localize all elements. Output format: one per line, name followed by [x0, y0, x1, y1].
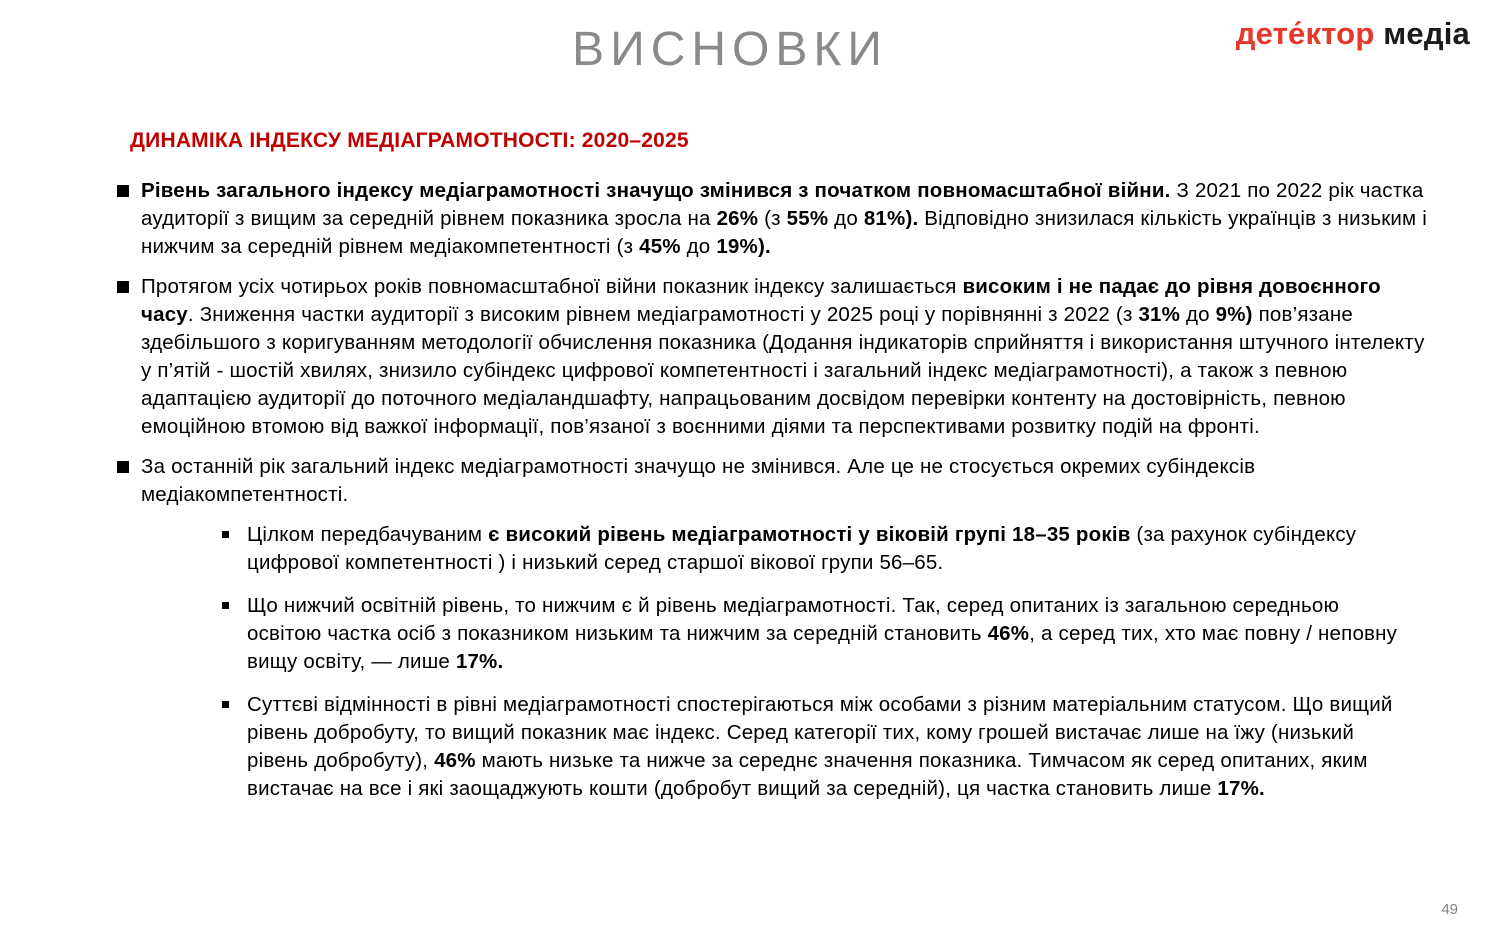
- text-segment: до: [680, 235, 717, 258]
- logo-part-detektor: дете́ктор: [1235, 16, 1375, 51]
- bold-text-segment: 17%.: [455, 650, 504, 673]
- bullet-text: [247, 691, 1412, 803]
- bold-text-segment: високим і не падає до рівня довоєнного часу: [141, 275, 1381, 326]
- bold-text-segment: 26%: [716, 207, 759, 230]
- bold-text-segment: 19%).: [716, 235, 771, 258]
- bold-text-segment: 46%: [434, 749, 476, 772]
- text-segment: Суттєві відмінності в рівні медіаграмотності спостерігаються між особами з різним матеріальним статусом. Що вищий рівень добробуту, то вищий показник має індекс. Серед категорії тих, кому грошей вистачає лише на їжу (низький рівень добробуту),: [247, 693, 1393, 772]
- small-square-bullet-icon: [222, 602, 229, 609]
- bullet-item: [117, 273, 1429, 441]
- bold-text-segment: 9%): [1215, 303, 1253, 326]
- sub-bullet-item: [222, 691, 1429, 803]
- bold-text-segment: 31%: [1138, 303, 1181, 326]
- bold-text-segment: 81%).: [863, 207, 919, 230]
- bold-text-segment: 46%: [987, 622, 1030, 645]
- text-segment: до: [828, 207, 864, 230]
- bullet-text: [141, 273, 1429, 441]
- bullet-text: [247, 521, 1412, 577]
- text-segment: Протягом усіх чотирьох років повномасштабної війни показник індексу залишається: [141, 275, 963, 298]
- detector-media-logo: [1236, 16, 1470, 52]
- text-segment: мають низьке та нижче за середнє значення показника. Тимчасом як серед опитаних, яким вистачає на все і які заощаджують кошти (добробут вищий за середній), ця частка становить лише: [247, 749, 1368, 800]
- sub-bullet-item: [222, 521, 1429, 577]
- bold-text-segment: 17%.: [1217, 777, 1265, 800]
- section-heading: ДИНАМІКА ІНДЕКСУ МЕДІАГРАМОТНОСТІ: 2020–2025: [130, 129, 689, 152]
- bold-text-segment: Рівень загального індексу медіаграмотності значущо змінився з початком повномасштабної війни.: [141, 179, 1171, 202]
- bullet-text: [141, 453, 1429, 509]
- text-segment: Цілком передбачуваним: [247, 523, 489, 546]
- sub-bullet-item: [222, 592, 1429, 676]
- logo-part-media: медіа: [1374, 16, 1470, 51]
- text-segment: до: [1180, 303, 1216, 326]
- square-bullet-icon: [117, 461, 129, 473]
- text-segment: , а серед тих, хто має повну / неповну вищу освіту, — лише: [247, 622, 1398, 673]
- text-segment: З 2021 по 2022 рік частка аудиторії з вищим за середній рівнем показника зросла на: [141, 179, 1424, 230]
- text-segment: Що нижчий освітній рівень, то нижчим є й рівень медіаграмотності. Так, серед опитаних із загальною середньою освітою частка осіб з показником низьким та нижчим за середній становить: [247, 594, 1340, 645]
- square-bullet-icon: [117, 281, 129, 293]
- bold-text-segment: є високий рівень медіаграмотності у віковій групі 18–35 років: [488, 523, 1131, 546]
- text-segment: За останній рік загальний індекс медіаграмотності значущо не змінився. Але це не стосується окремих субіндексів медіакомпетентності.: [141, 455, 1256, 506]
- bullet-list: [117, 177, 1429, 818]
- text-segment: Відповідно знизилася кількість українців з низьким і нижчим за середній рівнем медіакомпетентності (з: [141, 207, 1427, 258]
- small-square-bullet-icon: [222, 531, 229, 538]
- bullet-item: [117, 177, 1429, 261]
- text-segment: пов’язане здебільшого з коригуванням методології обчислення показника (Додання індикаторів сприйняття і використання штучного інтелекту у п’ятій - шостій хвилях, знизило субіндекс цифрової компетентності і загальний індекс медіаграмотності), а також з певною адаптацією аудиторії до поточного медіаландшафту, напрацьованим досвідом перевірки контенту на достовірність, певною емоційною втомою від важкої інформації, пов’язаної з воєнними діями та перспективами розвитку подій на фронті.: [141, 303, 1425, 438]
- small-square-bullet-icon: [222, 701, 229, 708]
- square-bullet-icon: [117, 185, 129, 197]
- bullet-text: [141, 177, 1429, 261]
- text-segment: . Зниження частки аудиторії з високим рівнем медіаграмотності у 2025 році у порівнянні з 2022 (з: [187, 303, 1139, 326]
- bullet-item: [117, 453, 1429, 509]
- page-number: 49: [1441, 901, 1458, 918]
- text-segment: (за рахунок субіндексу цифрової компетентності ) і низький серед старшої вікової групи 56–65.: [247, 523, 1357, 574]
- bold-text-segment: 55%: [786, 207, 829, 230]
- bold-text-segment: 45%: [639, 235, 681, 258]
- page-title: ВИСНОВКИ: [572, 23, 888, 76]
- bullet-text: [247, 592, 1412, 676]
- text-segment: (з: [758, 207, 787, 230]
